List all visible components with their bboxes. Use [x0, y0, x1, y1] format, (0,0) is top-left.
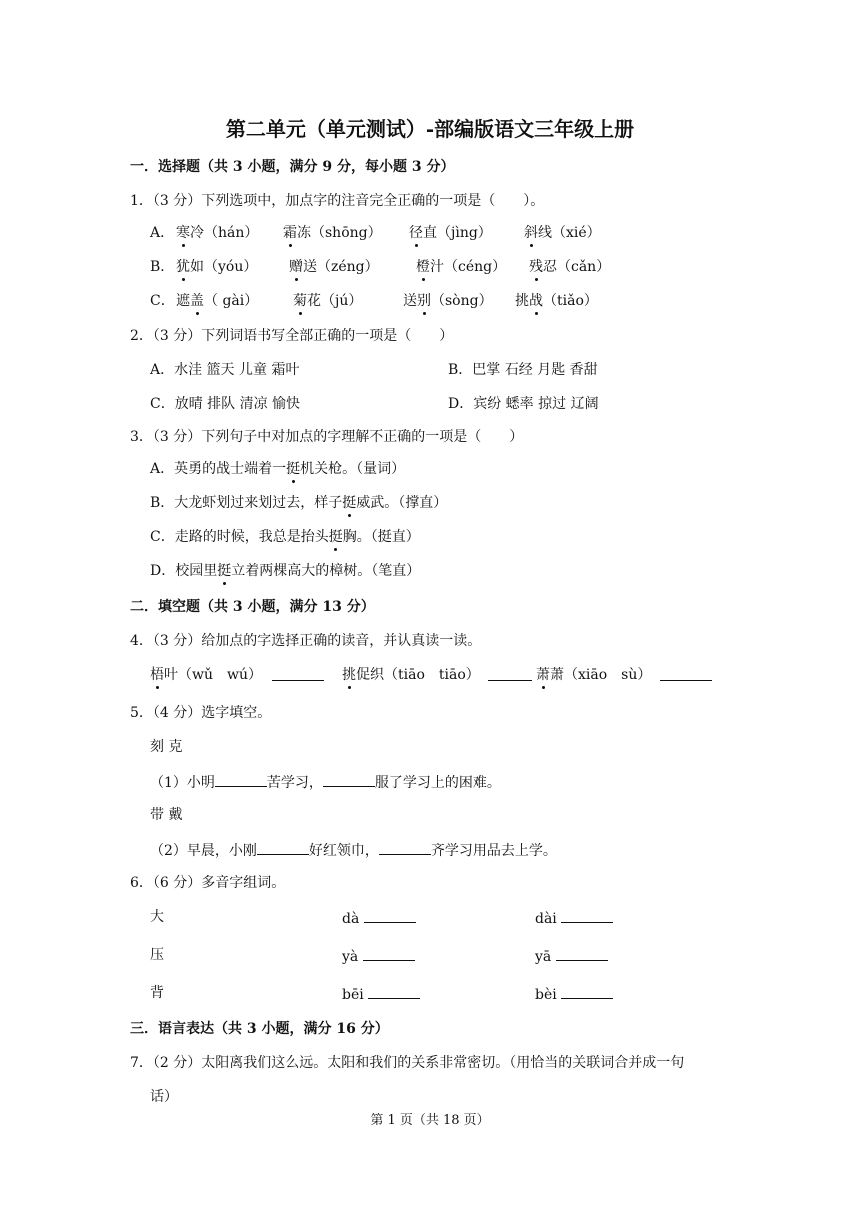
question-1-option-c: C．	[150, 293, 175, 309]
q6-pinyin-1a: dà	[342, 908, 416, 928]
question-1-option-b: B．	[150, 259, 175, 275]
question-2-option-d: D．宾纷 蟋率 掠过 辽阔	[448, 396, 599, 412]
q5-sentence-2: （2）早晨，小刚 好红领巾， 齐学习用品去上学。	[150, 840, 557, 860]
q6-blank[interactable]	[556, 946, 608, 961]
section-heading-choice: 一．选择题（共 3 小题，满分 9 分，每小题 3 分）	[130, 159, 455, 175]
q5-blank-2[interactable]	[323, 772, 375, 787]
q4-item-2: 挑促织（tiāo tiāo）	[342, 667, 480, 683]
question-7-stem: 7．（2 分）太阳离我们这么远。太阳和我们的关系非常密切。（用恰当的关联词合并成一句	[130, 1055, 685, 1071]
q6-blank[interactable]	[363, 946, 415, 961]
question-1-stem: 1．（3 分）下列选项中，加点字的注音完全正确的一项是（ ）。	[130, 193, 545, 209]
section-heading-expression: 三．语言表达（共 3 小题，满分 16 分）	[130, 1021, 389, 1037]
question-3-option-c: C．走路的时候，我总是抬头挺胸。（挺直）	[150, 529, 420, 545]
q6-pinyin-1b: dài	[535, 908, 613, 928]
q4-answer-blank-1[interactable]	[272, 666, 324, 686]
q5-char-choices-1: 刻 克	[150, 739, 183, 755]
q1-a-item-3: 径直（jìng）	[409, 225, 492, 241]
q1-a-item-1: 寒冷（hán）	[176, 225, 259, 241]
q1-c-item-1: 遮盖（ gài）	[176, 293, 259, 309]
q5-blank-3[interactable]	[257, 840, 309, 855]
q6-blank[interactable]	[561, 984, 613, 999]
q6-blank[interactable]	[368, 984, 420, 999]
question-2-option-b: B．巴掌 石经 月匙 香甜	[448, 362, 598, 378]
question-3-stem: 3．（3 分）下列句子中对加点的字理解不正确的一项是（ ）	[130, 429, 524, 445]
q1-a-item-2: 霜冻（shōng）	[283, 225, 382, 241]
q1-a-item-4: 斜线（xié）	[524, 225, 601, 241]
q5-blank-1[interactable]	[215, 772, 267, 787]
q1-c-item-4: 挑战（tiǎo）	[515, 293, 598, 309]
q5-sentence-1: （1）小明 苦学习， 服了学习上的困难。	[150, 772, 501, 792]
q1-b-item-4: 残忍（cǎn）	[529, 259, 611, 275]
q5-char-choices-2: 带 戴	[150, 807, 183, 823]
q4-answer-blank-3[interactable]	[660, 666, 712, 686]
q1-c-item-2: 菊花（jú）	[293, 293, 363, 309]
q1-b-item-1: 犹如（yóu）	[176, 259, 258, 275]
q6-pinyin-2a: yà	[342, 946, 415, 966]
q6-pinyin-3b: bèi	[535, 984, 613, 1004]
question-3-option-d: D．校园里挺立着两棵高大的樟树。（笔直）	[150, 563, 421, 579]
q6-blank[interactable]	[561, 908, 613, 923]
question-2-option-c: C．放晴 排队 清凉 愉快	[150, 396, 301, 412]
page-title: 第二单元（单元测试）-部编版语文三年级上册	[225, 117, 635, 141]
question-3-option-a: A．英勇的战士端着一挺机关枪。（量词）	[150, 461, 406, 477]
question-4-stem: 4．（3 分）给加点的字选择正确的读音，并认真读一读。	[130, 633, 482, 649]
question-6-stem: 6．（6 分）多音字组词。	[130, 875, 286, 891]
question-3-option-b: B．大龙虾划过来划过去，样子挺威武。（撑直）	[150, 495, 448, 511]
page-footer: 第 1 页（共 18 页）	[370, 1113, 490, 1128]
question-1-option-a: A．	[150, 225, 175, 241]
q6-char-3: 背	[150, 985, 164, 1001]
q1-b-item-2: 赠送（zéng）	[289, 259, 379, 275]
q6-char-2: 压	[150, 947, 164, 963]
q6-blank[interactable]	[364, 908, 416, 923]
question-2-option-a: A．水洼 篮天 儿童 霜叶	[150, 362, 300, 378]
question-2-stem: 2．（3 分）下列词语书写全部正确的一项是（ ）	[130, 328, 454, 344]
section-heading-fill: 二．填空题（共 3 小题，满分 13 分）	[130, 599, 375, 615]
q6-char-1: 大	[150, 909, 164, 925]
q1-b-item-3: 橙汁（céng）	[416, 259, 507, 275]
q6-pinyin-3a: bēi	[342, 984, 420, 1004]
q1-c-item-3: 送别（sòng）	[403, 293, 493, 309]
q4-answer-blank-2[interactable]	[488, 666, 532, 686]
q4-item-3: 萧萧（xiāo sù）	[536, 667, 652, 683]
question-5-stem: 5．（4 分）选字填空。	[130, 705, 272, 721]
q6-pinyin-2b: yā	[535, 946, 608, 966]
question-7-stem-cont: 话）	[150, 1089, 178, 1105]
q4-item-1: 梧叶（wǔ wú）	[150, 667, 262, 683]
q5-blank-4[interactable]	[379, 840, 431, 855]
